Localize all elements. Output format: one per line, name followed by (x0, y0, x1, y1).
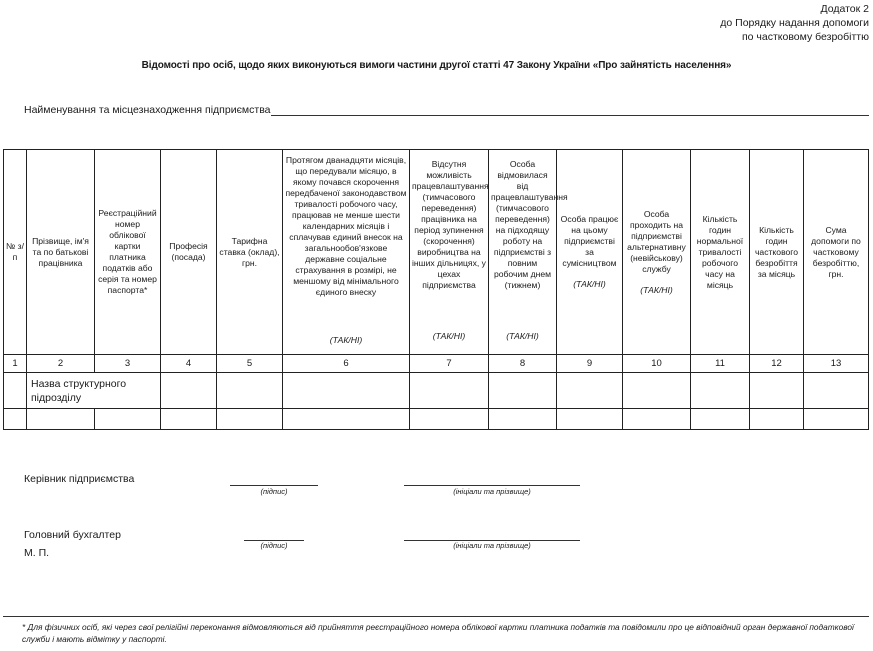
header-cell: Протягом дванадцяти місяців, що передували місяцю, в якому почався скорочення передбаченої законодавством тривалості робочого часу, працював не менше шести календарних місяців і сплачував єдиний внесок на загальнообов'язкове державне соціальне страхування в розмірі, не меншому від мінімального єдиного внеску (ТАК/НІ) (283, 150, 410, 355)
appendix-line-1: Додаток 2 (820, 3, 869, 15)
accountant-label: Головний бухгалтер (24, 529, 121, 541)
table-cell[interactable] (4, 373, 27, 409)
table-cell[interactable] (27, 409, 95, 430)
column-number: 9 (557, 355, 623, 373)
table-cell[interactable] (804, 409, 869, 430)
head-initials-line[interactable] (404, 485, 580, 486)
employees-table (3, 149, 869, 430)
tak-label: (ТАК/НІ) (506, 331, 539, 341)
header-cell: Прізвище, ім'я та по батькові працівника (27, 150, 95, 355)
accountant-signature-caption: (підпис) (260, 541, 288, 550)
department-name-cell: Назва структурного підрозділу (27, 373, 161, 409)
footnote: * Для фізичних осіб, які через свої релігійні переконання відмовляються від прийняття реєстраційного номера облікової картки платника податків та повідомили про це відповідний орган державної податкової служби і мають відмітку у паспорті. (22, 622, 854, 644)
column-number: 11 (691, 355, 750, 373)
table-cell[interactable] (161, 373, 217, 409)
header-cell: Особа відмовилася від працевлаштування (тимчасового переведення) на підходящу роботу на підприємстві з повним робочим днем (тижнем) (ТАК/НІ) (489, 150, 557, 355)
table-cell[interactable] (557, 373, 623, 409)
header-cell: Реєстраційний номер облікової картки платника податків або серія та номер паспорта* (95, 150, 161, 355)
table-cell[interactable] (410, 409, 489, 430)
document-title: Відомості про осіб, щодо яких виконуються вимоги частини другої статті 47 Закону України «Про зайнятість населення» (141, 60, 732, 71)
table-cell[interactable] (691, 409, 750, 430)
table-cell[interactable] (283, 373, 410, 409)
column-number: 6 (283, 355, 410, 373)
column-number: 5 (217, 355, 283, 373)
column-number: 13 (804, 355, 869, 373)
tak-label: (ТАК/НІ) (329, 335, 363, 345)
table-cell[interactable] (623, 373, 691, 409)
table-row (4, 373, 869, 409)
column-number: 2 (27, 355, 95, 373)
tak-label: (ТАК/НІ) (573, 279, 606, 289)
column-number: 12 (750, 355, 804, 373)
column-number: 1 (4, 355, 27, 373)
table-cell[interactable] (283, 409, 410, 430)
table-cell[interactable] (804, 373, 869, 409)
table-row (4, 409, 869, 430)
head-signature-line[interactable] (230, 485, 318, 486)
column-number: 7 (410, 355, 489, 373)
accountant-initials-caption: (ініціали та прізвище) (453, 541, 531, 550)
table-cell[interactable] (217, 409, 283, 430)
table-cell[interactable] (623, 409, 691, 430)
head-signature-caption: (підпис) (260, 487, 288, 496)
table-cell[interactable] (4, 409, 27, 430)
header-cell: Особа проходить на підприємстві альтернативну (невійськову) службу (ТАК/НІ) (623, 150, 691, 355)
header-cell: Відсутня можливість працевлаштування (тимчасового переведення) працівника на період зупинення (скорочення) виробництва на інших дільницях, у цехах підприємства (ТАК/НІ) (410, 150, 489, 355)
table-cell[interactable] (489, 409, 557, 430)
tak-label: (ТАК/НІ) (640, 284, 673, 295)
header-cell: Особа працює на цьому підприємстві за сумісництвом (ТАК/НІ) (557, 150, 623, 355)
table-cell[interactable] (557, 409, 623, 430)
header-cell: Сума допомоги по частковому безробіттю, грн. (804, 150, 869, 355)
table-cell[interactable] (161, 409, 217, 430)
table-cell[interactable] (95, 409, 161, 430)
column-number: 8 (489, 355, 557, 373)
table-header-row (4, 150, 869, 355)
header-cell: Тарифна ставка (оклад), грн. (217, 150, 283, 355)
header-cell: № з/п (4, 150, 27, 355)
header-cell: Кількість годин часткового безробіття за місяць (750, 150, 804, 355)
table-cell[interactable] (750, 409, 804, 430)
table-cell[interactable] (750, 373, 804, 409)
header-cell: Професія (посада) (161, 150, 217, 355)
tak-label: (ТАК/НІ) (432, 331, 466, 341)
footnote-divider (3, 616, 869, 617)
column-number: 10 (623, 355, 691, 373)
enterprise-name-field[interactable] (271, 115, 869, 116)
table-cell[interactable] (691, 373, 750, 409)
header-cell: Кількість годин нормальної тривалості робочого часу на місяць (691, 150, 750, 355)
appendix-line-3: по частковому безробіттю (741, 31, 869, 43)
enterprise-label: Найменування та місцезнаходження підприємства (24, 104, 271, 116)
head-label: Керівник підприємства (24, 473, 135, 485)
head-initials-caption: (ініціали та прізвище) (453, 487, 531, 496)
column-number: 4 (161, 355, 217, 373)
appendix-note (720, 2, 869, 44)
table-cell[interactable] (410, 373, 489, 409)
column-number: 3 (95, 355, 161, 373)
table-cell[interactable] (217, 373, 283, 409)
column-number-row (4, 355, 869, 373)
seal-label: М. П. (24, 547, 50, 559)
appendix-line-2: до Порядку надання допомоги (720, 17, 869, 29)
table-cell[interactable] (489, 373, 557, 409)
